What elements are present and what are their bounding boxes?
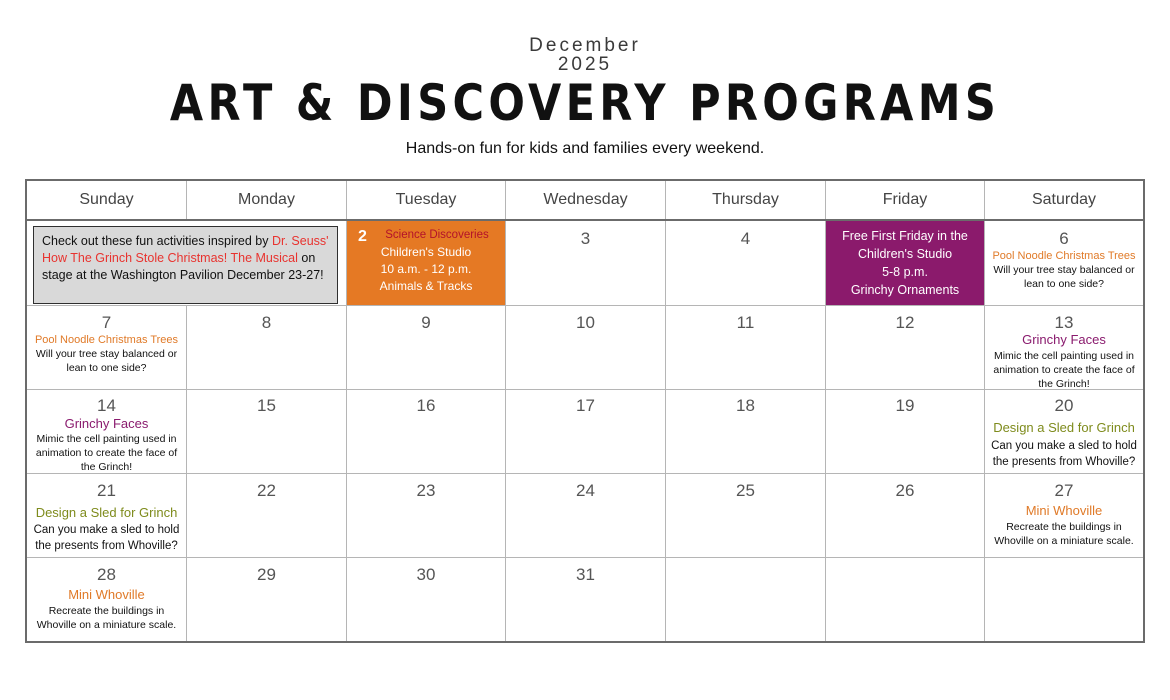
event-description: Will your tree stay balanced or lean to one side? (35, 348, 178, 374)
event-title: Pool Noodle Christmas Trees (992, 250, 1136, 262)
weekday-wednesday: Wednesday (506, 181, 666, 219)
day-number: 3 (580, 229, 591, 248)
event-theme: Grinchy Ornaments (850, 283, 960, 297)
day-cell-3[interactable] (506, 221, 666, 306)
day-cell-6[interactable] (985, 221, 1143, 306)
empty-cell (826, 558, 985, 641)
day-cell-18[interactable] (666, 390, 826, 474)
year-label: 2025 (557, 54, 613, 75)
day-cell-5[interactable] (826, 221, 985, 306)
day-cell-12[interactable] (826, 306, 985, 390)
day-cell-30[interactable] (347, 558, 506, 641)
day-number: 30 (416, 565, 436, 584)
day-number: 7 (101, 313, 112, 332)
calendar-grid (25, 179, 1145, 643)
day-cell-31[interactable] (506, 558, 666, 641)
event-time: 10 a.m. - 12 p.m. (380, 262, 472, 276)
weekday-monday: Monday (187, 181, 347, 219)
day-number: 31 (576, 565, 595, 584)
day-number: 12 (895, 313, 915, 332)
day-cell-28[interactable] (27, 558, 187, 641)
event-description: Can you make a sled to hold the presents from Whoville? (991, 440, 1137, 468)
day-number: 9 (421, 313, 431, 332)
day-cell-11[interactable] (666, 306, 826, 390)
day-cell-23[interactable] (347, 474, 506, 558)
event-description: Mimic the cell painting used in animation to create the face of the Grinch! (35, 433, 178, 473)
event-theme: Animals & Tracks (379, 279, 473, 293)
day-number: 8 (261, 313, 272, 332)
page-subtitle: Hands-on fun for kids and families every weekend. (405, 140, 765, 157)
day-number: 20 (1054, 396, 1074, 415)
weekday-saturday: Saturday (1031, 191, 1097, 208)
day-number: 17 (576, 396, 595, 415)
event-description: Can you make a sled to hold the presents from Whoville? (33, 524, 180, 552)
day-cell-14[interactable] (27, 390, 187, 474)
day-number: 21 (97, 481, 116, 500)
event-title: Mini Whoville (68, 587, 145, 602)
day-number: 18 (736, 396, 755, 415)
day-number: 28 (97, 565, 116, 584)
day-number: 10 (576, 313, 595, 332)
event-title: Design a Sled for Grinch (35, 505, 178, 520)
empty-cell (985, 558, 1143, 641)
day-cell-20[interactable] (985, 390, 1143, 474)
day-number: 15 (257, 396, 276, 415)
promo-cell (27, 221, 347, 306)
day-number: 14 (97, 396, 116, 415)
empty-cell (666, 558, 826, 641)
day-number: 13 (1054, 313, 1074, 332)
day-cell-26[interactable] (826, 474, 985, 558)
weekday-tuesday: Tuesday (347, 181, 506, 219)
day-cell-13[interactable] (985, 306, 1143, 390)
weekday-sunday: Sunday (27, 181, 187, 219)
day-cell-22[interactable] (187, 474, 347, 558)
day-cell-10[interactable] (506, 306, 666, 390)
month-label: December (529, 35, 641, 56)
event-title: Free First Friday in the (842, 229, 968, 243)
day-cell-24[interactable] (506, 474, 666, 558)
day-cell-8[interactable] (187, 306, 347, 390)
day-cell-15[interactable] (187, 390, 347, 474)
promo-text-intro: Check out these fun activities inspired by (42, 234, 272, 248)
day-cell-4[interactable] (666, 221, 826, 306)
event-title: Science Discoveries (385, 229, 489, 241)
event-title: Design a Sled for Grinch (993, 420, 1135, 435)
day-cell-19[interactable] (826, 390, 985, 474)
day-cell-29[interactable] (187, 558, 347, 641)
day-number: 27 (1054, 481, 1074, 500)
event-time: 5-8 p.m. (882, 265, 928, 279)
weekday-header-row (27, 181, 1143, 221)
event-title: Mini Whoville (1025, 503, 1103, 518)
day-number: 2 (358, 228, 367, 245)
promo-text-details: on stage at the Washington Pavilion December 23-27! (42, 251, 324, 282)
weekday-thursday: Thursday (666, 181, 826, 219)
event-title: Pool Noodle Christmas Trees (34, 334, 179, 346)
day-number: 29 (257, 565, 276, 584)
page-title: ART & DISCOVERY PROGRAMS (169, 74, 1001, 132)
promo-show-title: Dr. Seuss' How The Grinch Stole Christmas! The Musical (42, 234, 329, 265)
event-location: Children's Studio (857, 247, 953, 261)
event-description: Recreate the buildings in Whoville on a miniature scale. (36, 605, 177, 631)
weekday-friday: Friday (826, 181, 985, 219)
day-cell-17[interactable] (506, 390, 666, 474)
day-cell-16[interactable] (347, 390, 506, 474)
event-title: Grinchy Faces (1022, 332, 1106, 347)
day-cell-21[interactable] (27, 474, 187, 558)
event-location: Children's Studio (380, 245, 472, 259)
day-number: 25 (736, 481, 755, 500)
event-description: Will your tree stay balanced or lean to one side? (993, 264, 1135, 290)
day-number: 19 (895, 396, 915, 415)
day-cell-2[interactable] (347, 221, 506, 306)
day-number: 11 (736, 313, 755, 332)
day-cell-25[interactable] (666, 474, 826, 558)
event-description: Recreate the buildings in Whoville on a miniature scale. (994, 521, 1134, 547)
day-number: 22 (257, 481, 276, 500)
day-cell-27[interactable] (985, 474, 1143, 558)
day-number: 16 (416, 396, 436, 415)
day-number: 6 (1059, 229, 1069, 248)
day-cell-9[interactable] (347, 306, 506, 390)
promo-box (33, 226, 338, 304)
day-number: 26 (895, 481, 915, 500)
day-number: 23 (416, 481, 436, 500)
event-description: Mimic the cell painting used in animation to create the face of the Grinch! (993, 350, 1135, 390)
day-number: 4 (740, 229, 751, 248)
event-title: Grinchy Faces (64, 416, 149, 431)
day-number: 24 (576, 481, 595, 500)
day-cell-7[interactable] (27, 306, 187, 390)
